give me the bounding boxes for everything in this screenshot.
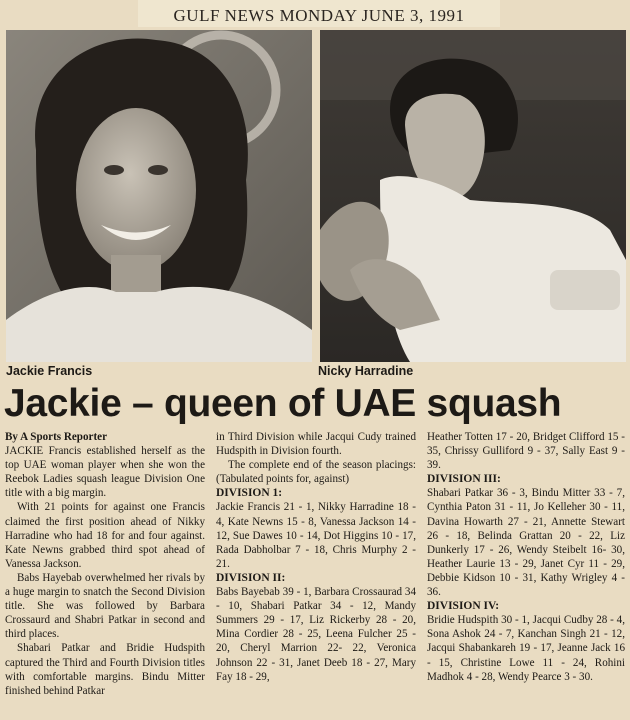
- photo-nicky-harradine: [320, 30, 626, 362]
- byline: By A Sports Reporter: [5, 431, 107, 443]
- article-paragraph: Shabari Patkar and Bridie Hudspith captured the Third and Fourth Division titles with comfortable margins. Bindu Mitter finished behind Patkar: [5, 642, 205, 697]
- article-column-1: [5, 430, 205, 720]
- division-3-results: Shabari Patkar 36 - 3, Bindu Mitter 33 - 7, Cynthia Paton 31 - 11, Jo Kelleher 30 - 11, Davina Howarth 27 - 21, Annette Stewart 26 - 18, Belinda Grattan 20 - 22, Liz Dunkerly 17 - 26, Wendy Steibelt 16- 30, Heather Laurie 13 - 29, Janet Cyr 11 - 29, Debbie Kidson 10 - 31, Kathy Wrigley 4 - 36.: [427, 487, 625, 599]
- division-3-heading: DIVISION III:: [427, 473, 501, 486]
- article-paragraph: The complete end of the season placings: (Tabulated points for, against): [216, 459, 416, 486]
- division-2-results-continued: Heather Totten 17 - 20, Bridget Clifford 15 - 35, Chrissy Gulliford 9 - 37, Sally East 9 - 39.: [427, 431, 625, 472]
- masthead: GULF NEWS MONDAY JUNE 3, 1991: [138, 0, 500, 27]
- division-4-results: Bridie Hudspith 30 - 1, Jacqui Cudby 28 - 4, Sona Ashok 24 - 7, Kanchan Singh 21 - 12, Jacqui Shabankareh 19 - 17, Jeanne Jack 16 - 15, Christine Lowe 11 - 24, Rohini Madhok 4 - 28, Wendy Pearce 3 - 30.: [427, 614, 625, 683]
- division-2-results: Babs Bayebab 39 - 1, Barbara Crossaurad 34 - 10, Shabari Patkar 34 - 12, Mandy Summers 29 - 17, Liz Rickerby 28 - 20, Mina Cordier 28 - 25, Leena Fulcher 25 - 20, Cheryl Marrion 22- 22, Veronica Johnson 22 - 31, Janet Deeb 18 - 27, Mary Fay 18 - 29,: [216, 586, 416, 683]
- photo-jackie-francis: [6, 30, 312, 362]
- headline: Jackie – queen of UAE squash: [4, 382, 562, 425]
- article-paragraph: JACKIE Francis established herself as the top UAE woman player when she won the Reebok Ladies squash league Division One title with a big margin.: [5, 445, 205, 500]
- article-paragraph: With 21 points for against one Francis claimed the first position ahead of Nikky Harradine who had 18 for and four against. Kate Newns grabbed third spot ahead of Vanessa Jackson.: [5, 501, 205, 570]
- division-1-heading: DIVISION 1:: [216, 487, 283, 500]
- article-paragraph: in Third Division while Jacqui Cudy trained Hudspith in Division fourth.: [216, 431, 416, 458]
- article-paragraph: Babs Hayebab overwhelmed her rivals by a huge margin to snatch the Second Division title. She was followed by Barbara Crossaurd and Shabri Patkar in second and third places.: [5, 571, 205, 641]
- caption-left: Jackie Francis: [6, 364, 93, 378]
- division-2-heading: DIVISION II:: [216, 571, 286, 584]
- division-4-heading: DIVISION IV:: [427, 600, 500, 613]
- caption-right: Nicky Harradine: [318, 364, 414, 378]
- division-1-results: Jackie Francis 21 - 1, Nikky Harradine 18 - 4, Kate Newns 15 - 8, Vanessa Jackson 14 - 12, Sue Dawes 10 - 14, Dot Higgins 10 - 17, Rada Dabholbar 7 - 18, Chris Murphy 2 - 21.: [216, 501, 416, 570]
- article-column-2: [216, 430, 416, 720]
- article-column-3: [427, 430, 625, 720]
